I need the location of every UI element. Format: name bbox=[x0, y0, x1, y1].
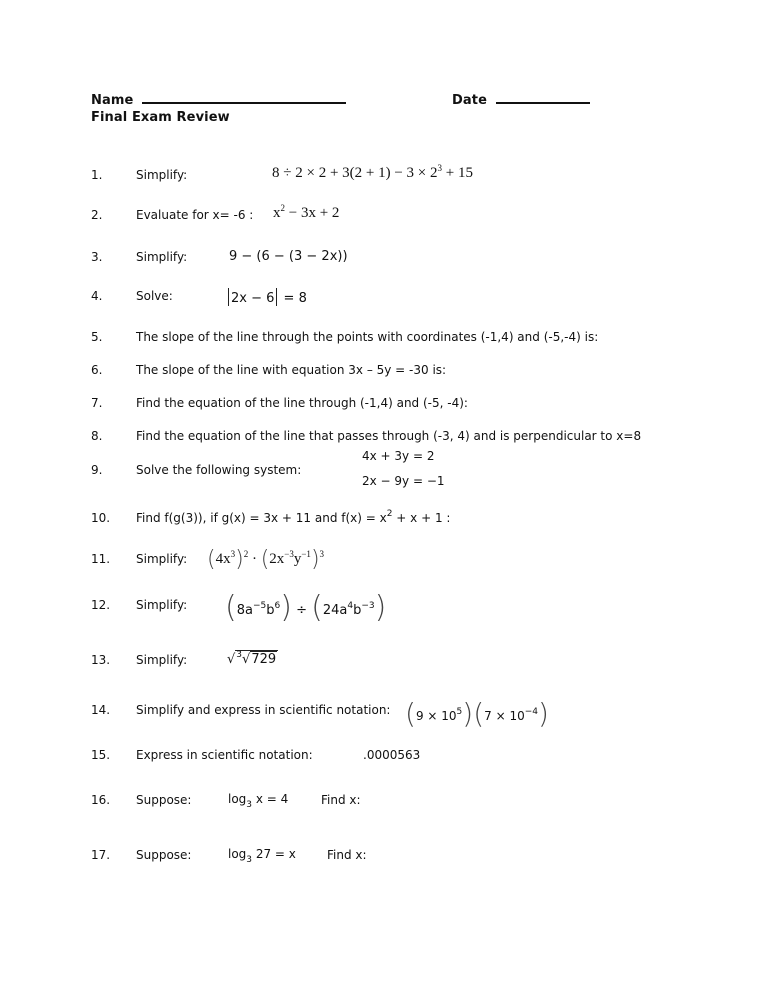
question-number: 7. bbox=[91, 396, 103, 410]
question-label: Simplify: bbox=[136, 250, 188, 264]
expr-text: 8 ÷ 2 × 2 + 3(2 + 1) − 3 × 2 bbox=[272, 165, 438, 181]
log-expression bbox=[228, 792, 289, 810]
question-label: Simplify and express in scientific notation: bbox=[136, 703, 391, 717]
expr-text: x bbox=[273, 205, 281, 221]
page-title: Final Exam Review bbox=[91, 110, 230, 125]
radicand: 729 bbox=[251, 652, 277, 667]
paren-close: ) bbox=[538, 697, 549, 730]
question-number: 2. bbox=[91, 208, 103, 222]
question-label bbox=[136, 511, 450, 525]
log-text: log bbox=[228, 847, 247, 861]
question-number: 10. bbox=[91, 511, 111, 525]
expr-exponent: 3 bbox=[437, 163, 443, 173]
abs-bar-left bbox=[228, 288, 229, 306]
root-index: 3 bbox=[236, 650, 243, 660]
term-2b: y bbox=[293, 551, 302, 567]
group-1-exponent: 2 bbox=[243, 549, 249, 559]
paren-open: ( bbox=[225, 590, 237, 625]
question-label: The slope of the line through the points with coordinates (-1,4) and (-5,-4) is: bbox=[136, 330, 599, 344]
factor-1-exponent: 5 bbox=[456, 707, 463, 717]
term-c: 24a bbox=[322, 603, 348, 618]
term-1: 4x bbox=[215, 551, 231, 567]
question-number: 3. bbox=[91, 250, 103, 264]
question-number: 13. bbox=[91, 653, 111, 667]
paren-close: ) bbox=[374, 590, 387, 625]
paren-open: ( bbox=[405, 697, 416, 730]
log-base: 3 bbox=[246, 855, 253, 865]
question-label: Simplify: bbox=[136, 653, 188, 667]
expr-text-tail: − 3x + 2 bbox=[285, 205, 340, 221]
question-label: The slope of the line with equation 3x – 5y = -30 is: bbox=[136, 363, 447, 377]
expr-exponent: 2 bbox=[280, 203, 285, 213]
question-expression: 9 − (6 − (3 − 2x)) bbox=[229, 249, 348, 264]
log-base: 3 bbox=[246, 800, 253, 810]
term-2b-exponent: −1 bbox=[301, 549, 311, 559]
term-2a-exponent: −3 bbox=[284, 549, 294, 559]
paren-close: ) bbox=[310, 547, 320, 572]
group-2-exponent: 3 bbox=[319, 549, 325, 559]
factor-1: 9 × 10 bbox=[415, 709, 457, 723]
find-x-label: Find x: bbox=[321, 793, 361, 807]
name-blank-line[interactable] bbox=[142, 92, 346, 104]
expr-text-tail: = 8 bbox=[279, 291, 307, 306]
question-number: 15. bbox=[91, 748, 111, 762]
name-field bbox=[91, 92, 346, 108]
question-expression bbox=[225, 590, 386, 625]
question-number: 12. bbox=[91, 598, 111, 612]
question-expression bbox=[207, 547, 324, 572]
label-text-tail: + x + 1 : bbox=[392, 511, 451, 525]
label-text: Find f(g(3)), if g(x) = 3x + 11 and f(x) = x bbox=[136, 511, 387, 525]
question-number: 17. bbox=[91, 848, 111, 862]
question-label: Suppose: bbox=[136, 848, 192, 862]
log-text: log bbox=[228, 792, 247, 806]
question-expression bbox=[226, 288, 307, 306]
question-label: Simplify: bbox=[136, 598, 188, 612]
question-number: 16. bbox=[91, 793, 111, 807]
question-label: Find the equation of the line that passes through (-3, 4) and is perpendicular to x=8 bbox=[136, 429, 642, 443]
term-c-exponent: 4 bbox=[347, 601, 354, 611]
term-b: b bbox=[266, 603, 275, 618]
expr-text-tail: + 15 bbox=[442, 165, 473, 181]
question-number: 6. bbox=[91, 363, 103, 377]
abs-bar-right bbox=[276, 288, 277, 306]
term-d: b bbox=[353, 603, 362, 618]
multiply-dot: · bbox=[251, 551, 257, 567]
question-number: 14. bbox=[91, 703, 111, 717]
paren-open: ( bbox=[311, 590, 323, 625]
name-label: Name bbox=[91, 93, 134, 108]
question-label: Solve the following system: bbox=[136, 463, 302, 477]
nested-radical: √$^3$√729 bbox=[227, 650, 277, 667]
question-label: Simplify: bbox=[136, 552, 188, 566]
expr-text-tail: 27 = x bbox=[252, 847, 296, 861]
term-b-exponent: 6 bbox=[274, 601, 281, 611]
question-label: Find the equation of the line through (-1,4) and (-5, -4): bbox=[136, 396, 468, 410]
question-number: 11. bbox=[91, 552, 111, 566]
term-2a: 2x bbox=[269, 551, 285, 567]
term-a: 8a bbox=[236, 603, 253, 618]
paren-close: ) bbox=[462, 697, 474, 730]
paren-open: ( bbox=[473, 697, 485, 730]
question-number: 5. bbox=[91, 330, 103, 344]
question-label: Suppose: bbox=[136, 793, 192, 807]
question-label: Evaluate for x= -6 : bbox=[136, 208, 254, 222]
date-blank-line[interactable] bbox=[496, 92, 590, 104]
question-label: Express in scientific notation: bbox=[136, 748, 313, 762]
outer-radicand: $^3$√729 bbox=[236, 650, 277, 667]
system-equation-1: 4x + 3y = 2 bbox=[362, 449, 435, 463]
factor-2-exponent: −4 bbox=[524, 707, 539, 717]
factor-2: 7 × 10 bbox=[484, 709, 525, 723]
date-field bbox=[452, 92, 590, 108]
paren-close: ) bbox=[235, 547, 244, 572]
expr-text-tail: x = 4 bbox=[252, 792, 289, 806]
date-label: Date bbox=[452, 93, 487, 108]
question-label: Solve: bbox=[136, 289, 173, 303]
term-d-exponent: −3 bbox=[361, 601, 375, 611]
term-a-exponent: −5 bbox=[252, 601, 267, 611]
question-number: 4. bbox=[91, 289, 103, 303]
question-expression bbox=[273, 205, 339, 222]
question-expression bbox=[272, 165, 473, 182]
log-expression bbox=[228, 847, 296, 865]
question-number: 1. bbox=[91, 168, 103, 182]
divide-sign: ÷ bbox=[296, 603, 308, 618]
paren-close: ) bbox=[280, 590, 292, 625]
question-value: .0000563 bbox=[363, 748, 421, 762]
question-expression bbox=[405, 697, 549, 730]
term-1-exponent: 3 bbox=[230, 549, 236, 559]
paren-open: ( bbox=[260, 547, 270, 572]
find-x-label: Find x: bbox=[327, 848, 367, 862]
label-exponent: 2 bbox=[386, 509, 393, 519]
system-equation-2: 2x − 9y = −1 bbox=[362, 474, 445, 488]
question-number: 8. bbox=[91, 429, 103, 443]
paren-open: ( bbox=[207, 547, 216, 572]
question-label: Simplify: bbox=[136, 168, 188, 182]
abs-inner: 2x − 6 bbox=[231, 291, 275, 306]
question-number: 9. bbox=[91, 463, 103, 477]
